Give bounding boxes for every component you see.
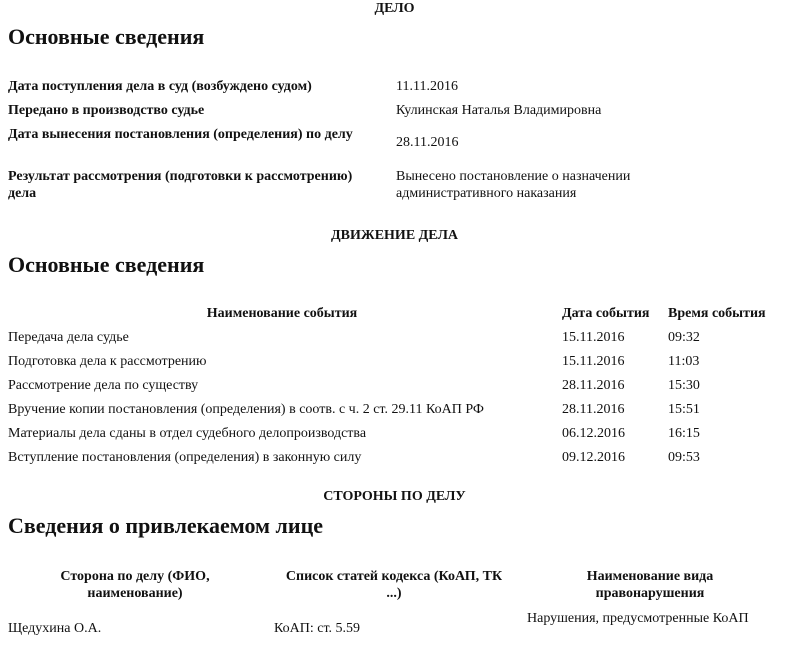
event-name: Вручение копии постановления (определения) в соотв. с ч. 2 ст. 29.11 КоАП РФ bbox=[8, 402, 484, 417]
event-time: 15:51 bbox=[668, 402, 700, 417]
event-time: 16:15 bbox=[668, 426, 700, 441]
event-name: Подготовка дела к рассмотрению bbox=[8, 354, 207, 369]
event-name: Вступление постановления (определения) в законную силу bbox=[8, 450, 362, 465]
info-label-judge: Передано в производство судье bbox=[8, 103, 205, 118]
party-articles: КоАП: ст. 5.59 bbox=[274, 621, 361, 636]
event-date: 28.11.2016 bbox=[562, 378, 625, 393]
event-name: Материалы дела сданы в отдел судебного делопроизводства bbox=[8, 426, 367, 441]
event-date: 28.11.2016 bbox=[562, 402, 625, 417]
party-name: Щедухина О.А. bbox=[8, 621, 102, 636]
col-header-articles: Список статей кодекса (КоАП, ТК ...) bbox=[285, 569, 503, 601]
info-value-result: Вынесено постановление о назначении административного наказания bbox=[396, 169, 631, 201]
info-value-decision-date: 28.11.2016 bbox=[396, 135, 459, 150]
event-name: Передача дела судье bbox=[8, 330, 129, 345]
col-header-violation: Наименование вида правонарушения bbox=[586, 569, 714, 601]
movement-heading: Основные сведения bbox=[8, 252, 205, 277]
event-time: 11:03 bbox=[668, 354, 700, 369]
parties-section-label: СТОРОНЫ ПО ДЕЛУ bbox=[323, 489, 466, 504]
col-header-time: Время события bbox=[668, 306, 766, 321]
event-date: 09.12.2016 bbox=[562, 450, 625, 465]
event-date: 15.11.2016 bbox=[562, 330, 625, 345]
info-value-received: 11.11.2016 bbox=[396, 79, 458, 94]
event-date: 15.11.2016 bbox=[562, 354, 625, 369]
event-date: 06.12.2016 bbox=[562, 426, 625, 441]
case-section-label: ДЕЛО bbox=[374, 1, 415, 16]
party-violation: Нарушения, предусмотренные КоАП bbox=[527, 611, 749, 626]
col-header-party: Сторона по делу (ФИО, наименование) bbox=[60, 569, 210, 601]
col-header-date: Дата события bbox=[562, 306, 650, 321]
case-heading: Основные сведения bbox=[8, 24, 205, 49]
col-header-event: Наименование события bbox=[206, 306, 358, 321]
parties-heading: Сведения о привлекаемом лице bbox=[8, 513, 324, 538]
event-time: 09:32 bbox=[668, 330, 700, 345]
event-time: 15:30 bbox=[668, 378, 700, 393]
info-value-judge: Кулинская Наталья Владимировна bbox=[396, 103, 602, 118]
movement-section-label: ДВИЖЕНИЕ ДЕЛА bbox=[331, 228, 458, 243]
info-label-received: Дата поступления дела в суд (возбуждено судом) bbox=[8, 79, 312, 94]
info-label-result: Результат рассмотрения (подготовки к рассмотрению) дела bbox=[8, 169, 353, 201]
event-name: Рассмотрение дела по существу bbox=[8, 378, 199, 393]
event-time: 09:53 bbox=[668, 450, 700, 465]
info-label-decision-date: Дата вынесения постановления (определения) по делу bbox=[8, 127, 353, 142]
